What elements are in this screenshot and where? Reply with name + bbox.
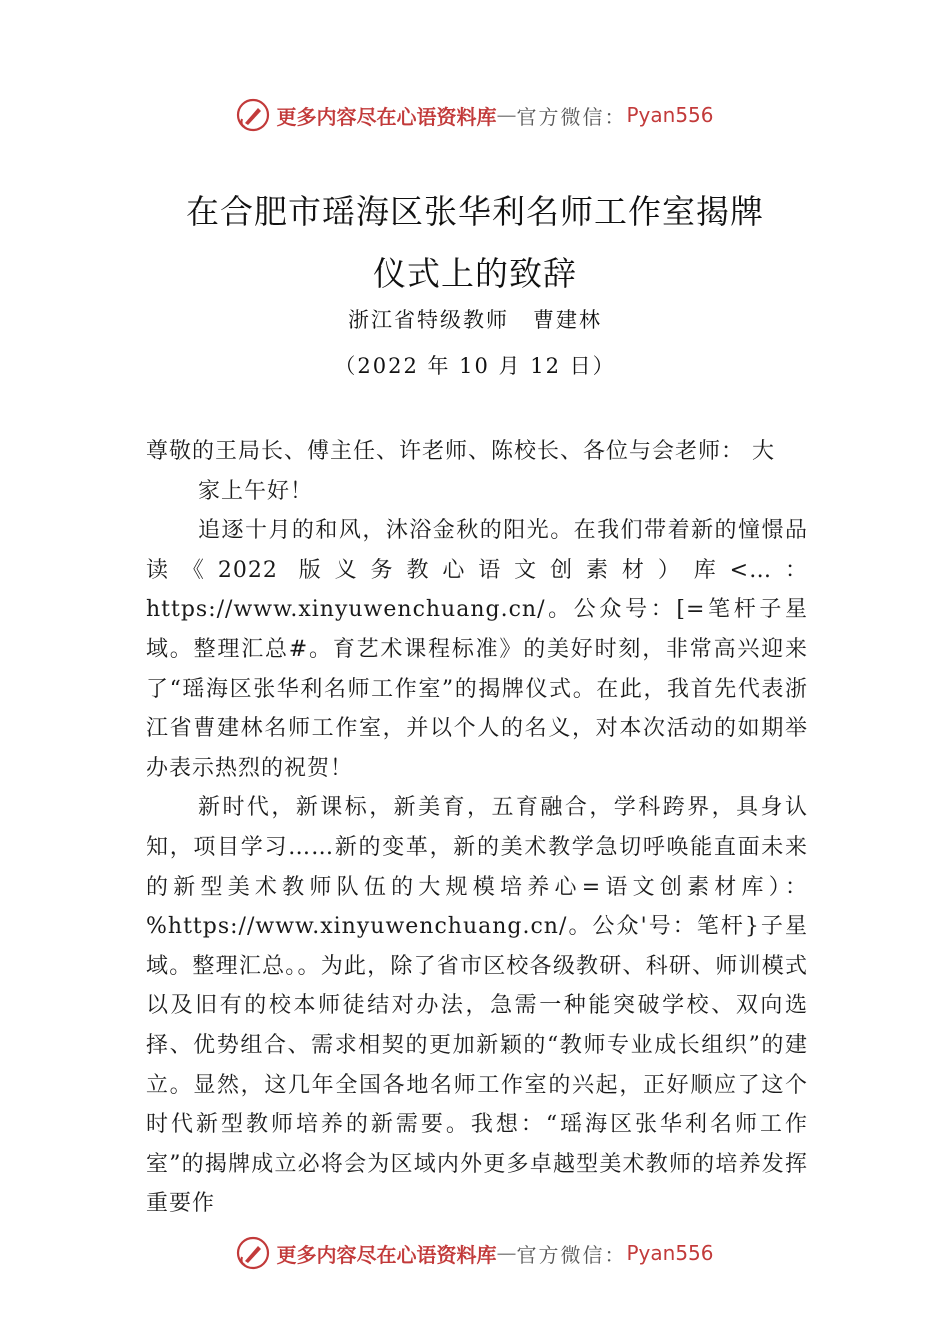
footer-banner-wechat-label: 官方微信： [516,1242,627,1267]
document-body [146,432,808,1224]
salutation: 尊敬的王局长、傅主任、许老师、陈校长、各位与会老师： 大 [146,439,775,464]
footer-banner-brand: 更多内容尽在心语资料库 [276,1242,497,1267]
header-banner [0,95,950,135]
pen-nib-logo-icon [236,1236,270,1270]
document-date: （2022 年 10 月 12 日） [334,354,616,378]
banner-wechat-label: 官方微信： [516,104,627,129]
paragraph-1: 追逐十月的和风，沐浴金秋的阳光。在我们带着新的憧憬品读《2022 版义务教心语文创素材）库<…：https://www.xinyuwenchuang.cn/。公众号：[=笔杆子星域。整理汇总#。育艺术课程标准》的美好时刻，非常高兴迎来了“瑶海区张华利名师工作室”的揭牌仪式。在此，我首先代表浙江省曹建林名师工作室，并以个人的名义，对本次活动的如期举办表示热烈的祝贺！ [146,518,808,781]
footer-banner-wechat-id: Pyan556 [626,1241,714,1265]
document-title-line2: 仪式上的致辞 [373,254,577,293]
paragraph-2: 新时代，新课标，新美育，五育融合，学科跨界，具身认知，项目学习……新的变革，新的美术教学急切呼唤能直面未来的新型美术教师队伍的大规模培养心=语文创素材库）：%https://www.xinyuwenchuang.cn/。公众'号：笔杆}子星域。整理汇总。。为此，除了省市区校各级教研、科研、师训模式以及旧有的校本师徒结对办法，急需一种能突破学校、双向选择、优势组合、需求相契的更加新颖的“教师专业成长组织”的建立。显然，这几年全国各地名师工作室的兴起，正好顺应了这个时代新型教师培养的新需要。我想：“瑶海区张华利名师工作室”的揭牌成立必将会为区域内外更多卓越型美术教师的培养发挥重要作 [146,795,808,1217]
pen-nib-logo-icon [236,98,270,132]
banner-wechat-id: Pyan556 [626,103,714,127]
banner-dash: — [496,103,517,127]
footer-banner [0,1233,950,1273]
salutation-continued: 家上午好！ [198,478,314,504]
banner-brand: 更多内容尽在心语资料库 [276,104,497,129]
author-name: 曹建林 [533,308,602,332]
author-title: 浙江省特级教师 [348,308,509,332]
document-title-line1: 在合肥市瑶海区张华利名师工作室揭牌 [186,192,764,231]
footer-banner-dash: — [496,1241,517,1265]
author-line [0,304,950,334]
